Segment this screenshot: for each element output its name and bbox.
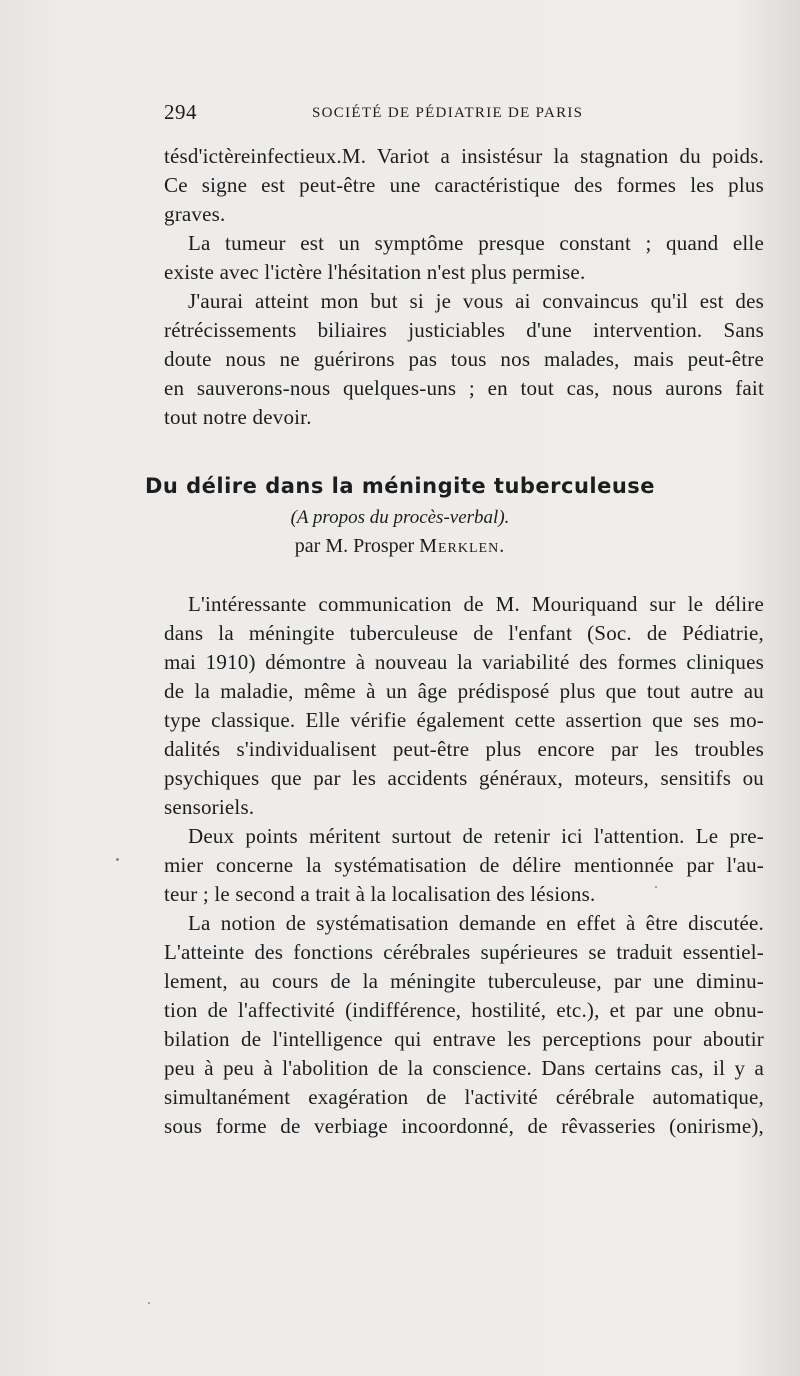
running-head: SOCIÉTÉ DE PÉDIATRIE DE PARIS: [312, 105, 584, 121]
text-line: de la maladie, même à un âge prédisposé plus que tout autre au: [164, 679, 764, 703]
text-line: Deux points méritent surtout de retenir ici l'attention. Le pre-: [188, 824, 764, 848]
text-line: mier concerne la systématisation de délire mentionnée par l'au-: [164, 853, 764, 877]
text-line: La notion de systématisation demande en effet à être discutée.: [188, 911, 764, 935]
text-line: L'intéressante communication de M. Mouriquand sur le délire: [188, 592, 764, 616]
text-line: dalités s'individualisent peut-être plus encore par les troubles: [164, 737, 764, 761]
text-line: peu à peu à l'abolition de la conscience. Dans certains cas, il y a: [164, 1056, 764, 1080]
text-line: tésd'ictèreinfectieux.M. Variot a insistésur la stagnation du poids.: [164, 144, 764, 168]
article-title: Du délire dans la méningite tuberculeuse: [144, 474, 656, 498]
text-line: bilation de l'intelligence qui entrave les perceptions pour aboutir: [164, 1027, 764, 1051]
text-line: tout notre devoir.: [164, 405, 312, 429]
text-line: graves.: [164, 202, 226, 226]
text-line: sous forme de verbiage incoordonné, de rêvasseries (onirisme),: [164, 1114, 764, 1138]
text-line: Ce signe est peut-être une caractéristique des formes les plus: [164, 173, 764, 197]
scan-speck: [148, 1302, 150, 1304]
text-line: L'atteinte des fonctions cérébrales supérieures se traduit essentiel-: [164, 940, 764, 964]
text-line: teur ; le second a trait à la localisation des lésions.: [164, 882, 596, 906]
text-line: tion de l'affectivité (indifférence, hostilité, etc.), et par une obnu-: [164, 998, 764, 1022]
text-line: type classique. Elle vérifie également cette assertion que ses mo-: [164, 708, 764, 732]
text-line: simultanément exagération de l'activité cérébrale automatique,: [164, 1085, 764, 1109]
text-line: sensoriels.: [164, 795, 255, 819]
text-line: dans la méningite tuberculeuse de l'enfant (Soc. de Pédiatrie,: [164, 621, 764, 645]
article-byline: [0, 535, 800, 558]
text-line: mai 1910) démontre à nouveau la variabilité des formes cliniques: [164, 650, 764, 674]
page-header: [164, 100, 764, 128]
text-line: lement, au cours de la méningite tuberculeuse, par une diminu-: [164, 969, 764, 993]
page-number: 294: [164, 100, 197, 124]
scan-speck: [116, 858, 119, 861]
scan-speck: [655, 886, 657, 888]
text-line: existe avec l'ictère l'hésitation n'est plus permise.: [164, 260, 586, 284]
text-line: rétrécissements biliaires justiciables d'une intervention. Sans: [164, 318, 764, 342]
text-line: La tumeur est un symptôme presque constant ; quand elle: [188, 231, 764, 255]
text-line: J'aurai atteint mon but si je vous ai convaincus qu'il est des: [188, 289, 764, 313]
author-name: Merklen.: [419, 535, 506, 557]
text-line: doute nous ne guérirons pas tous nos malades, mais peut-être: [164, 347, 764, 371]
text-line: en sauverons-nous quelques-uns ; en tout cas, nous aurons fait: [164, 376, 764, 400]
byline-prefix: par M. Prosper: [294, 535, 420, 557]
article-subtitle: (A propos du procès-verbal).: [290, 507, 510, 528]
text-line: psychiques que par les accidents généraux, moteurs, sensitifs ou: [164, 766, 764, 790]
